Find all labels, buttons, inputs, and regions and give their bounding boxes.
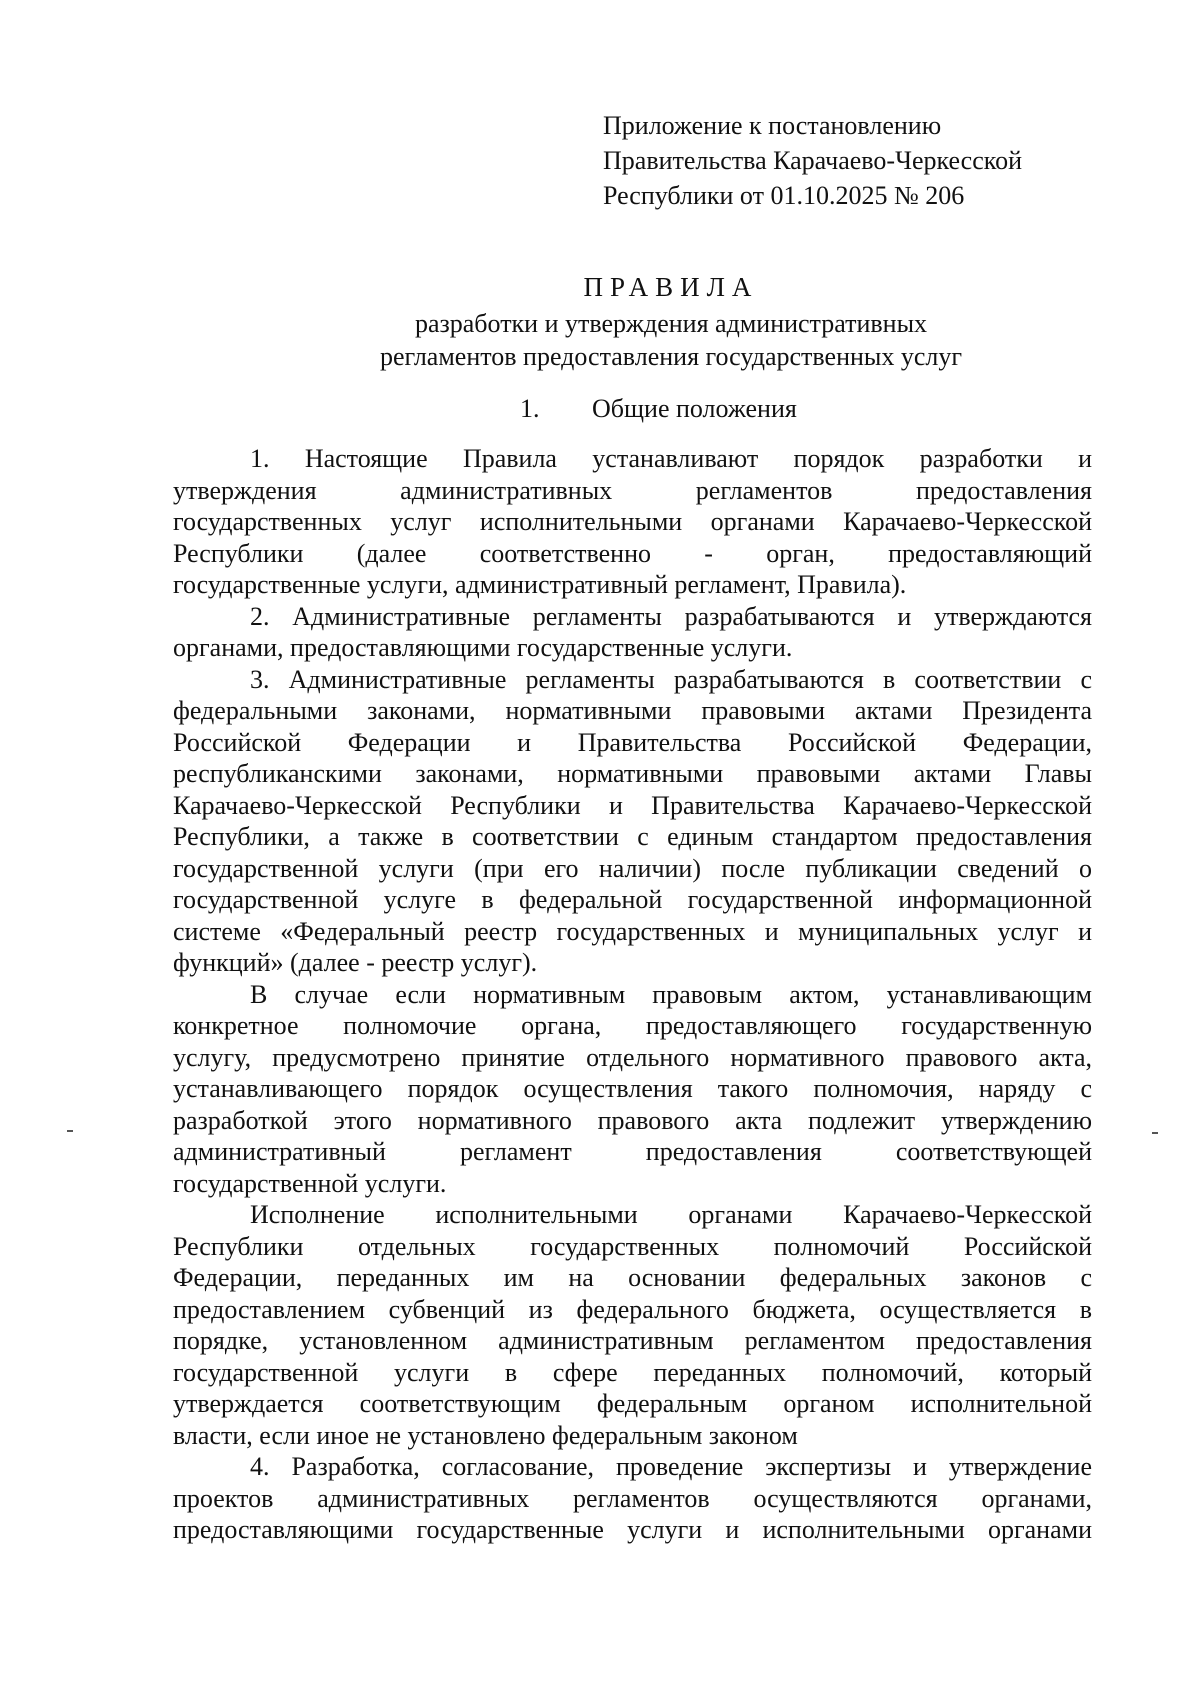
paragraph-line: федеральными законами, нормативными правовыми актами Президента [173, 696, 1092, 725]
paragraph-line: предоставляющими государственные услуги и исполнительными органами [173, 1515, 1092, 1544]
paragraph-line: утверждения административных регламентов предоставления [173, 475, 1092, 505]
paragraph [173, 601, 1092, 664]
appendix-line: Приложение к постановлению [603, 111, 942, 140]
paragraph-line: государственных услуг исполнительными органами Карачаево-Черкесской [173, 507, 1092, 536]
paragraph-line: Республики, а также в соответствии с единым стандартом предоставления [173, 822, 1092, 851]
paragraph [173, 664, 1092, 979]
appendix-line: Республики от 01.10.2025 № 206 [603, 181, 965, 210]
paragraph-line: 4. Разработка, согласование, проведение экспертизы и утверждение [250, 1452, 1092, 1481]
paragraph-line: Федерации, переданных им на основании федеральных законов с [173, 1263, 1092, 1292]
paragraph [173, 1451, 1092, 1546]
paragraph [173, 979, 1092, 1200]
paragraph-line: государственной услуге в федеральной государственной информационной [173, 885, 1092, 914]
paragraph-line: функций» (далее - реестр услуг). [173, 948, 538, 977]
paragraph-line: 1. Настоящие Правила устанавливают порядок разработки и [250, 444, 1092, 473]
paragraph-line: В случае если нормативным правовым актом, устанавливающим [250, 979, 1092, 1009]
paragraph-line: услугу, предусмотрено принятие отдельного нормативного правового акта, [173, 1042, 1092, 1072]
scan-speck [67, 1130, 73, 1132]
paragraph-line: предоставлением субвенций из федерального бюджета, осуществляется в [173, 1294, 1092, 1324]
paragraph-line: разработкой этого нормативного правового акта подлежит утверждению [173, 1105, 1092, 1135]
paragraph-line: государственные услуги, административный регламент, Правила). [173, 570, 907, 599]
paragraph-line: административный регламент предоставления соответствующей [173, 1137, 1092, 1166]
paragraph-line: 3. Административные регламенты разрабатываются в соответствии с [250, 664, 1092, 694]
document-subtitle-line-1: разработки и утверждения административных [414, 309, 928, 338]
paragraph-line: устанавливающего порядок осуществления такого полномочия, наряду с [173, 1074, 1092, 1103]
paragraph-line: республиканскими законами, нормативными правовыми актами Главы [173, 759, 1092, 788]
document-subtitle-line-2: регламентов предоставления государственных услуг [379, 342, 963, 371]
scan-speck [1152, 1132, 1158, 1134]
paragraph-line: государственной услуги в сфере переданных полномочий, который [173, 1357, 1092, 1387]
paragraph-line: Республики (далее соответственно - орган, предоставляющий [173, 538, 1092, 568]
paragraph-line: Исполнение исполнительными органами Карачаево-Черкесской [250, 1200, 1092, 1229]
paragraph-line: порядке, установленном административным регламентом предоставления [173, 1326, 1092, 1355]
paragraph-line: Российской Федерации и Правительства Российской Федерации, [173, 727, 1092, 757]
section-number: 1. [520, 394, 540, 423]
paragraph [173, 443, 1092, 601]
document-body [173, 443, 1092, 1546]
paragraph-line: утверждается соответствующим федеральным органом исполнительной [173, 1389, 1092, 1418]
section-title: Общие положения [592, 394, 797, 423]
paragraph [173, 1199, 1092, 1451]
paragraph-line: 2. Административные регламенты разрабатываются и утверждаются [250, 601, 1092, 631]
paragraph-line: государственной услуги (при его наличии) после публикации сведений о [173, 853, 1092, 883]
paragraph-line: власти, если иное не установлено федеральным законом [173, 1420, 798, 1450]
paragraph-line: конкретное полномочие органа, предоставляющего государственную [173, 1011, 1092, 1040]
paragraph-line: Карачаево-Черкесской Республики и Правительства Карачаево-Черкесской [173, 790, 1092, 820]
document-title: ПРАВИЛА [583, 272, 759, 302]
paragraph-line: системе «Федеральный реестр государственных и муниципальных услуг и [173, 916, 1092, 946]
paragraph-line: проектов административных регламентов осуществляются органами, [173, 1483, 1092, 1513]
paragraph-line: государственной услуги. [173, 1168, 447, 1198]
section-heading [520, 392, 797, 426]
paragraph-line: органами, предоставляющими государственные услуги. [173, 633, 793, 662]
paragraph-line: Республики отдельных государственных полномочий Российской [173, 1231, 1092, 1261]
appendix-line: Правительства Карачаево-Черкесской [603, 146, 1022, 175]
appendix-note [603, 108, 1022, 213]
